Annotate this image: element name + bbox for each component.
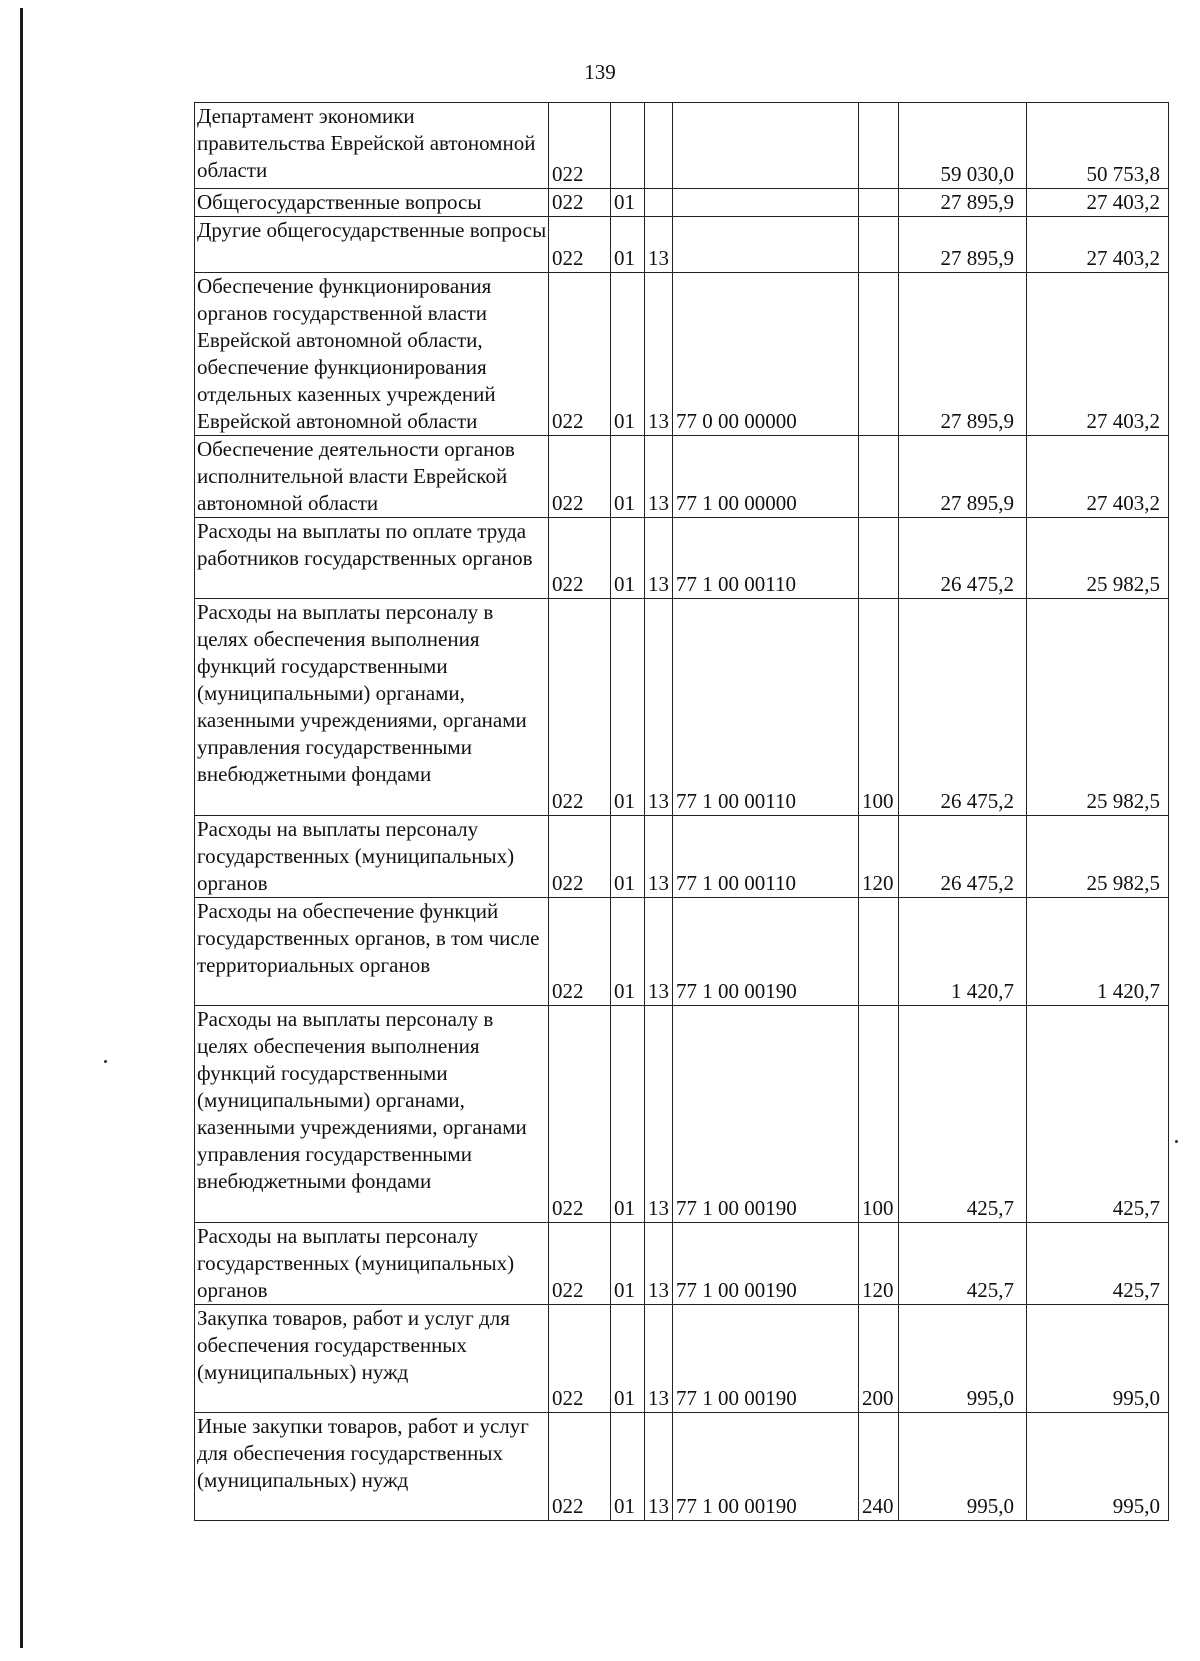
row-name-cell: Расходы на обеспечение функций государственных органов, в том числе территориальных органов — [195, 898, 549, 1006]
table-row — [195, 816, 1169, 898]
row-name-cell: Общегосударственные вопросы — [195, 189, 549, 217]
section-code-cell: 01 — [611, 273, 645, 436]
table-row — [195, 1006, 1169, 1223]
subsection-code-cell: 13 — [645, 1413, 673, 1521]
amount-year1-cell: 995,0 — [899, 1305, 1027, 1413]
row-name-cell: Обеспечение функционирования органов государственной власти Еврейской автономной области, обеспечение функционирования отдельных казенных учреждений Еврейской автономной области — [195, 273, 549, 436]
section-code-cell: 01 — [611, 518, 645, 599]
scan-speck — [1175, 1140, 1178, 1143]
expense-type-cell — [859, 189, 899, 217]
table-row — [195, 273, 1169, 436]
target-article-cell: 77 1 00 00190 — [673, 1223, 859, 1305]
amount-year1-cell: 26 475,2 — [899, 599, 1027, 816]
target-article-cell — [673, 189, 859, 217]
section-code-cell: 01 — [611, 189, 645, 217]
amount-year2-cell: 27 403,2 — [1027, 436, 1169, 518]
row-name-cell: Обеспечение деятельности органов исполнительной власти Еврейской автономной области — [195, 436, 549, 518]
section-code-cell: 01 — [611, 599, 645, 816]
section-code-cell: 01 — [611, 898, 645, 1006]
amount-year1-cell: 27 895,9 — [899, 217, 1027, 273]
amount-year2-cell: 425,7 — [1027, 1006, 1169, 1223]
section-code-cell: 01 — [611, 816, 645, 898]
expense-type-cell: 240 — [859, 1413, 899, 1521]
amount-year1-cell: 27 895,9 — [899, 436, 1027, 518]
expense-type-cell — [859, 217, 899, 273]
table-row — [195, 1305, 1169, 1413]
table-row — [195, 1413, 1169, 1521]
subsection-code-cell: 13 — [645, 1305, 673, 1413]
target-article-cell — [673, 217, 859, 273]
section-code-cell — [611, 103, 645, 189]
row-name-cell: Департамент экономики правительства Еврейской автономной области — [195, 103, 549, 189]
subsection-code-cell: 13 — [645, 816, 673, 898]
amount-year2-cell: 27 403,2 — [1027, 273, 1169, 436]
grbs-code-cell: 022 — [549, 898, 611, 1006]
section-code-cell: 01 — [611, 1413, 645, 1521]
subsection-code-cell — [645, 189, 673, 217]
row-name-cell: Расходы на выплаты персоналу в целях обеспечения выполнения функций государственными (муниципальными) органами, казенными учреждениями, органами управления государственными внебюджетными фондами — [195, 599, 549, 816]
amount-year1-cell: 1 420,7 — [899, 898, 1027, 1006]
scan-edge-line — [20, 8, 23, 1648]
grbs-code-cell: 022 — [549, 273, 611, 436]
grbs-code-cell: 022 — [549, 518, 611, 599]
expense-type-cell: 120 — [859, 1223, 899, 1305]
target-article-cell: 77 1 00 00190 — [673, 1305, 859, 1413]
section-code-cell: 01 — [611, 1223, 645, 1305]
table-row — [195, 436, 1169, 518]
amount-year1-cell: 425,7 — [899, 1006, 1027, 1223]
table-row — [195, 1223, 1169, 1305]
target-article-cell — [673, 103, 859, 189]
table-row — [195, 217, 1169, 273]
table-body — [195, 103, 1169, 1521]
amount-year1-cell: 26 475,2 — [899, 816, 1027, 898]
target-article-cell: 77 0 00 00000 — [673, 273, 859, 436]
expense-type-cell — [859, 898, 899, 1006]
amount-year1-cell: 425,7 — [899, 1223, 1027, 1305]
page-number: 139 — [584, 60, 616, 84]
grbs-code-cell: 022 — [549, 816, 611, 898]
expense-type-cell: 100 — [859, 1006, 899, 1223]
expense-type-cell: 100 — [859, 599, 899, 816]
target-article-cell: 77 1 00 00110 — [673, 816, 859, 898]
row-name-cell: Закупка товаров, работ и услуг для обеспечения государственных (муниципальных) нужд — [195, 1305, 549, 1413]
grbs-code-cell: 022 — [549, 217, 611, 273]
row-name-cell: Другие общегосударственные вопросы — [195, 217, 549, 273]
table-row — [195, 599, 1169, 816]
row-name-cell: Расходы на выплаты персоналу государственных (муниципальных) органов — [195, 1223, 549, 1305]
amount-year1-cell: 59 030,0 — [899, 103, 1027, 189]
subsection-code-cell — [645, 103, 673, 189]
grbs-code-cell: 022 — [549, 599, 611, 816]
expense-type-cell — [859, 273, 899, 436]
row-name-cell: Расходы на выплаты персоналу государственных (муниципальных) органов — [195, 816, 549, 898]
row-name-cell: Расходы на выплаты по оплате труда работников государственных органов — [195, 518, 549, 599]
target-article-cell: 77 1 00 00190 — [673, 898, 859, 1006]
target-article-cell: 77 1 00 00110 — [673, 518, 859, 599]
amount-year2-cell: 995,0 — [1027, 1305, 1169, 1413]
target-article-cell: 77 1 00 00190 — [673, 1413, 859, 1521]
section-code-cell: 01 — [611, 1305, 645, 1413]
target-article-cell: 77 1 00 00000 — [673, 436, 859, 518]
expense-type-cell — [859, 103, 899, 189]
amount-year2-cell: 50 753,8 — [1027, 103, 1169, 189]
subsection-code-cell: 13 — [645, 1006, 673, 1223]
subsection-code-cell: 13 — [645, 1223, 673, 1305]
subsection-code-cell: 13 — [645, 898, 673, 1006]
expense-type-cell: 200 — [859, 1305, 899, 1413]
row-name-cell: Расходы на выплаты персоналу в целях обеспечения выполнения функций государственными (муниципальными) органами, казенными учреждениями, органами управления государственными внебюджетными фондами — [195, 1006, 549, 1223]
subsection-code-cell: 13 — [645, 518, 673, 599]
expense-type-cell — [859, 518, 899, 599]
target-article-cell: 77 1 00 00110 — [673, 599, 859, 816]
amount-year2-cell: 995,0 — [1027, 1413, 1169, 1521]
amount-year1-cell: 26 475,2 — [899, 518, 1027, 599]
table-row — [195, 898, 1169, 1006]
amount-year2-cell: 1 420,7 — [1027, 898, 1169, 1006]
amount-year2-cell: 425,7 — [1027, 1223, 1169, 1305]
target-article-cell: 77 1 00 00190 — [673, 1006, 859, 1223]
amount-year2-cell: 25 982,5 — [1027, 518, 1169, 599]
grbs-code-cell: 022 — [549, 1413, 611, 1521]
table-row — [195, 189, 1169, 217]
expense-type-cell — [859, 436, 899, 518]
amount-year1-cell: 27 895,9 — [899, 273, 1027, 436]
subsection-code-cell: 13 — [645, 436, 673, 518]
amount-year2-cell: 25 982,5 — [1027, 816, 1169, 898]
grbs-code-cell: 022 — [549, 436, 611, 518]
grbs-code-cell: 022 — [549, 189, 611, 217]
grbs-code-cell: 022 — [549, 103, 611, 189]
grbs-code-cell: 022 — [549, 1223, 611, 1305]
amount-year2-cell: 27 403,2 — [1027, 217, 1169, 273]
section-code-cell: 01 — [611, 217, 645, 273]
amount-year1-cell: 995,0 — [899, 1413, 1027, 1521]
table-row — [195, 518, 1169, 599]
budget-table — [194, 102, 1169, 1521]
expense-type-cell: 120 — [859, 816, 899, 898]
section-code-cell: 01 — [611, 1006, 645, 1223]
amount-year2-cell: 27 403,2 — [1027, 189, 1169, 217]
amount-year2-cell: 25 982,5 — [1027, 599, 1169, 816]
subsection-code-cell: 13 — [645, 599, 673, 816]
subsection-code-cell: 13 — [645, 217, 673, 273]
amount-year1-cell: 27 895,9 — [899, 189, 1027, 217]
grbs-code-cell: 022 — [549, 1305, 611, 1413]
section-code-cell: 01 — [611, 436, 645, 518]
table-row — [195, 103, 1169, 189]
scan-speck — [104, 1060, 107, 1063]
row-name-cell: Иные закупки товаров, работ и услуг для обеспечения государственных (муниципальных) нужд — [195, 1413, 549, 1521]
grbs-code-cell: 022 — [549, 1006, 611, 1223]
subsection-code-cell: 13 — [645, 273, 673, 436]
